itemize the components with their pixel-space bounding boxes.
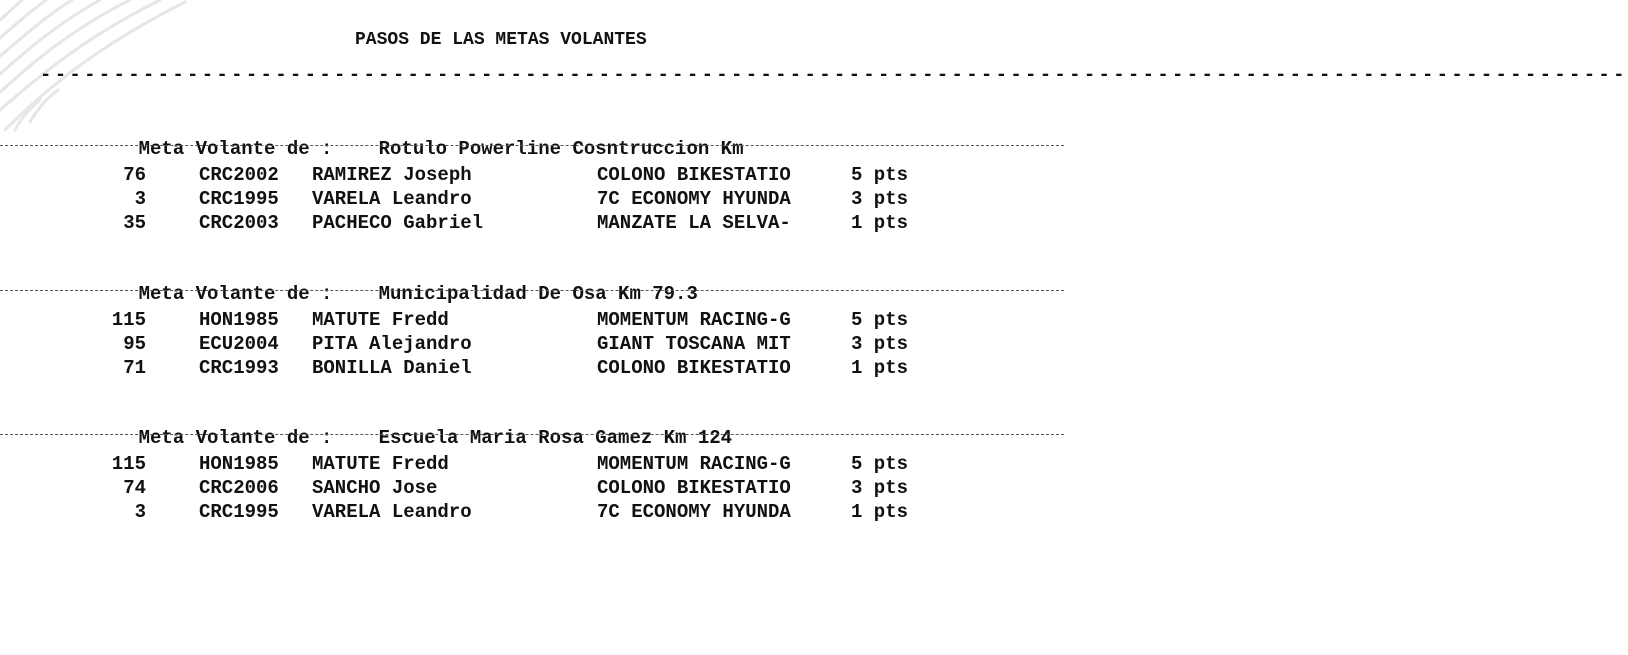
rider-team: COLONO BIKESTATIO (597, 477, 791, 499)
rider-team: 7C ECONOMY HYUNDA (597, 501, 791, 523)
rider-name: PITA Alejandro (312, 333, 472, 355)
rider-code: ECU2004 (199, 333, 279, 355)
rider-number: 3 (134, 501, 146, 523)
meta-volante-location: Rotulo Powerline Cosntruccion Km (378, 138, 744, 160)
meta-volante-location: Municipalidad De Osa Km 79.3 (378, 283, 698, 305)
rider-points: 1 pts (851, 357, 909, 379)
rider-team: COLONO BIKESTATIO (597, 164, 791, 186)
rider-name: RAMIREZ Joseph (312, 164, 472, 186)
rider-points: 1 pts (851, 501, 909, 523)
rider-number: 71 (123, 357, 146, 379)
rider-name: VARELA Leandro (312, 501, 472, 523)
rider-name: MATUTE Fredd (312, 453, 449, 475)
rider-points: 5 pts (851, 309, 909, 331)
page-title: PASOS DE LAS METAS VOLANTES (355, 30, 647, 50)
rider-number: 74 (123, 477, 146, 499)
rider-number: 35 (123, 212, 146, 234)
rider-code: CRC1995 (199, 188, 279, 210)
rider-code: CRC2002 (199, 164, 279, 186)
result-row (0, 164, 1064, 188)
rider-points: 3 pts (851, 188, 909, 210)
meta-volante-label: Meta Volante de : (138, 283, 333, 305)
result-row (0, 309, 1064, 333)
rider-team: COLONO BIKESTATIO (597, 357, 791, 379)
rider-code: CRC1993 (199, 357, 279, 379)
rider-points: 3 pts (851, 477, 909, 499)
rider-code: CRC1995 (199, 501, 279, 523)
meta-volante-location: Escuela Maria Rosa Gamez Km 124 (378, 427, 733, 449)
result-row (0, 333, 1064, 357)
result-row (0, 212, 1064, 236)
meta-volante-label: Meta Volante de : (138, 427, 333, 449)
section-divider (0, 145, 1064, 146)
rider-name: PACHECO Gabriel (312, 212, 484, 234)
result-row (0, 188, 1064, 212)
rider-name: VARELA Leandro (312, 188, 472, 210)
rider-number: 76 (123, 164, 146, 186)
rider-code: HON1985 (199, 453, 279, 475)
rider-team: MOMENTUM RACING-G (597, 309, 791, 331)
result-row (0, 453, 1064, 477)
rider-number: 115 (111, 453, 146, 475)
rider-name: MATUTE Fredd (312, 309, 449, 331)
rider-number: 95 (123, 333, 146, 355)
meta-volante-label: Meta Volante de : (138, 138, 333, 160)
rider-code: CRC2003 (199, 212, 279, 234)
title-separator: ------------------------------------------------------------------------------------------------------------ (40, 64, 1628, 86)
rider-number: 115 (111, 309, 146, 331)
result-row (0, 477, 1064, 501)
section-divider (0, 434, 1064, 435)
rider-points: 1 pts (851, 212, 909, 234)
result-row (0, 357, 1064, 381)
rider-points: 3 pts (851, 333, 909, 355)
rider-name: SANCHO Jose (312, 477, 438, 499)
rider-number: 3 (134, 188, 146, 210)
rider-team: MOMENTUM RACING-G (597, 453, 791, 475)
result-row (0, 501, 1064, 525)
rider-name: BONILLA Daniel (312, 357, 472, 379)
rider-team: GIANT TOSCANA MIT (597, 333, 791, 355)
rider-code: CRC2006 (199, 477, 279, 499)
section-divider (0, 290, 1064, 291)
rider-team: MANZATE LA SELVA- (597, 212, 791, 234)
rider-points: 5 pts (851, 453, 909, 475)
rider-team: 7C ECONOMY HYUNDA (597, 188, 791, 210)
rider-points: 5 pts (851, 164, 909, 186)
rider-code: HON1985 (199, 309, 279, 331)
